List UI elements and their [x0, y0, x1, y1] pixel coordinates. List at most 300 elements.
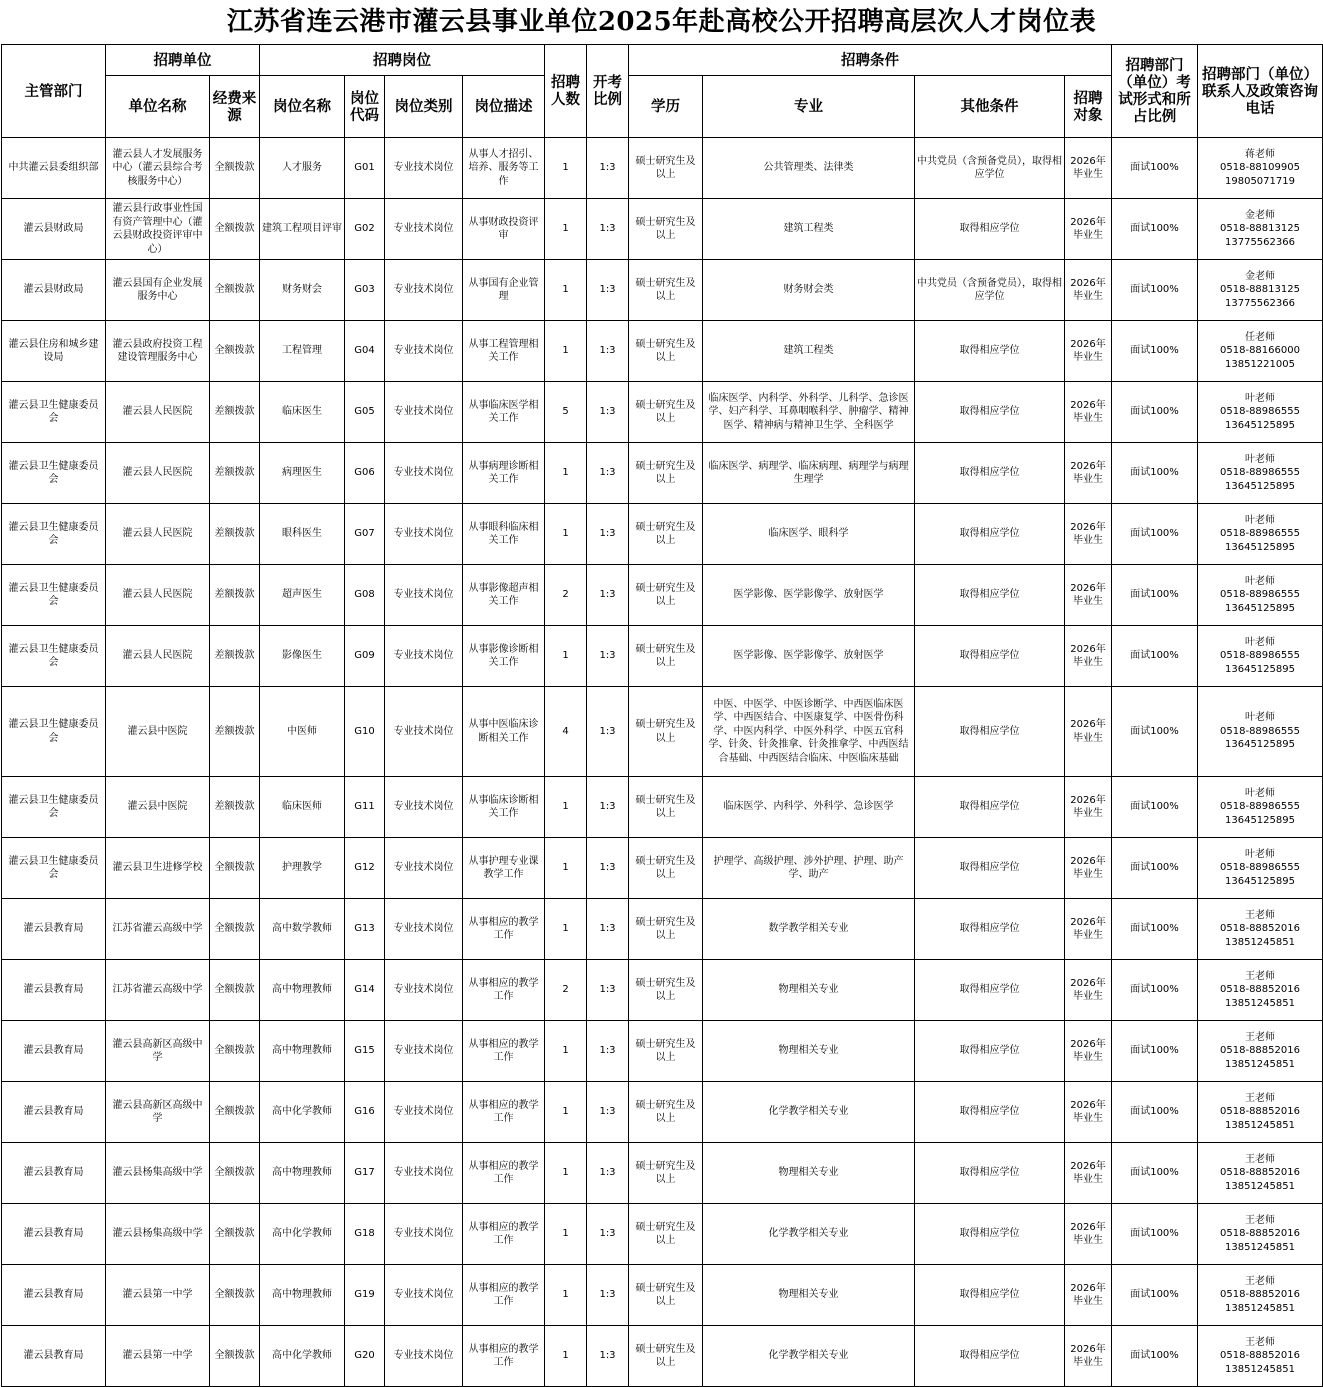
cell-exam: 面试100%: [1112, 321, 1198, 382]
cell-edu: 硕士研究生及以上: [629, 382, 703, 443]
cell-type: 专业技术岗位: [385, 1326, 463, 1387]
cell-count: 1: [545, 1021, 587, 1082]
table-row: [2, 443, 1323, 504]
cell-major: 化学教学相关专业: [703, 1082, 915, 1143]
cell-funding: 全额拨款: [210, 1082, 260, 1143]
cell-contact: [1198, 443, 1323, 504]
cell-count: 1: [545, 1143, 587, 1204]
cell-desc: 从事影像超声相关工作: [463, 565, 545, 626]
cell-contact: [1198, 687, 1323, 777]
cell-dept: 灌云县卫生健康委员会: [2, 838, 106, 899]
cell-other: 取得相应学位: [915, 626, 1065, 687]
contact-mobile: 13645125895: [1225, 419, 1295, 431]
cell-code: G02: [345, 199, 385, 260]
cell-unit: 灌云县中医院: [106, 777, 210, 838]
cell-type: 专业技术岗位: [385, 260, 463, 321]
cell-edu: 硕士研究生及以上: [629, 777, 703, 838]
header-exam: 招聘部门（单位）考试形式和所占比例: [1112, 45, 1198, 138]
cell-dept: 灌云县教育局: [2, 1143, 106, 1204]
cell-desc: 从事护理专业课教学工作: [463, 838, 545, 899]
table-row: [2, 626, 1323, 687]
cell-contact: [1198, 260, 1323, 321]
contact-mobile: 19805071719: [1225, 175, 1295, 187]
cell-target: 2026年毕业生: [1065, 1265, 1112, 1326]
cell-code: G11: [345, 777, 385, 838]
contact-phone: 0518-88813125: [1220, 223, 1300, 235]
cell-edu: 硕士研究生及以上: [629, 838, 703, 899]
cell-edu: 硕士研究生及以上: [629, 1326, 703, 1387]
table-row: [2, 899, 1323, 960]
contact-name: 叶老师: [1245, 392, 1275, 404]
cell-code: G09: [345, 626, 385, 687]
cell-other: 取得相应学位: [915, 199, 1065, 260]
cell-desc: 从事影像诊断相关工作: [463, 626, 545, 687]
contact-mobile: 13775562366: [1225, 297, 1295, 309]
cell-exam: 面试100%: [1112, 382, 1198, 443]
cell-major: 财务财会类: [703, 260, 915, 321]
cell-post: 高中化学教师: [260, 1204, 345, 1265]
cell-code: G08: [345, 565, 385, 626]
cell-count: 1: [545, 777, 587, 838]
contact-mobile: 13851245851: [1225, 1119, 1295, 1131]
cell-post: 高中物理教师: [260, 1021, 345, 1082]
cell-type: 专业技术岗位: [385, 1204, 463, 1265]
cell-desc: 从事中医临床诊断相关工作: [463, 687, 545, 777]
cell-exam: 面试100%: [1112, 777, 1198, 838]
cell-contact: [1198, 138, 1323, 199]
cell-unit: 灌云县杨集高级中学: [106, 1143, 210, 1204]
cell-target: 2026年毕业生: [1065, 1143, 1112, 1204]
cell-unit: 灌云县高新区高级中学: [106, 1021, 210, 1082]
cell-other: 取得相应学位: [915, 1082, 1065, 1143]
cell-target: 2026年毕业生: [1065, 260, 1112, 321]
header-post-desc: 岗位描述: [463, 76, 545, 138]
cell-type: 专业技术岗位: [385, 626, 463, 687]
cell-contact: [1198, 321, 1323, 382]
header-post-code: 岗位代码: [345, 76, 385, 138]
cell-code: G05: [345, 382, 385, 443]
cell-post: 财务财会: [260, 260, 345, 321]
cell-major: 临床医学、内科学、外科学、儿科学、急诊医学、妇产科学、耳鼻咽喉科学、肿瘤学、精神医学、精神病与精神卫生学、全科医学: [703, 382, 915, 443]
cell-exam: 面试100%: [1112, 138, 1198, 199]
cell-ratio: 1:3: [587, 565, 629, 626]
cell-target: 2026年毕业生: [1065, 626, 1112, 687]
contact-mobile: 13851245851: [1225, 1302, 1295, 1314]
contact-name: 王老师: [1245, 1031, 1275, 1043]
cell-target: 2026年毕业生: [1065, 199, 1112, 260]
cell-major: 物理相关专业: [703, 1021, 915, 1082]
cell-dept: 灌云县卫生健康委员会: [2, 777, 106, 838]
cell-contact: [1198, 382, 1323, 443]
cell-type: 专业技术岗位: [385, 777, 463, 838]
contact-name: 叶老师: [1245, 453, 1275, 465]
cell-count: 1: [545, 504, 587, 565]
cell-dept: 灌云县教育局: [2, 1021, 106, 1082]
table-row: [2, 321, 1323, 382]
cell-exam: 面试100%: [1112, 1265, 1198, 1326]
cell-exam: 面试100%: [1112, 260, 1198, 321]
cell-edu: 硕士研究生及以上: [629, 899, 703, 960]
cell-count: 1: [545, 1204, 587, 1265]
cell-unit: 灌云县人民医院: [106, 443, 210, 504]
cell-exam: 面试100%: [1112, 687, 1198, 777]
cell-unit: 灌云县杨集高级中学: [106, 1204, 210, 1265]
header-target: 招聘对象: [1065, 76, 1112, 138]
cell-other: 取得相应学位: [915, 777, 1065, 838]
cell-desc: 从事人才招引、培养、服务等工作: [463, 138, 545, 199]
cell-post: 高中化学教师: [260, 1326, 345, 1387]
cell-ratio: 1:3: [587, 321, 629, 382]
cell-other: 取得相应学位: [915, 443, 1065, 504]
cell-other: 中共党员（含预备党员），取得相应学位: [915, 138, 1065, 199]
cell-major: 医学影像、医学影像学、放射医学: [703, 565, 915, 626]
cell-target: 2026年毕业生: [1065, 382, 1112, 443]
contact-name: 王老师: [1245, 1153, 1275, 1165]
cell-count: 1: [545, 260, 587, 321]
cell-desc: 从事相应的教学工作: [463, 1082, 545, 1143]
cell-count: 1: [545, 199, 587, 260]
contact-name: 王老师: [1245, 970, 1275, 982]
table-row: [2, 1082, 1323, 1143]
cell-ratio: 1:3: [587, 1143, 629, 1204]
cell-dept: 灌云县卫生健康委员会: [2, 565, 106, 626]
cell-dept: 灌云县卫生健康委员会: [2, 504, 106, 565]
cell-target: 2026年毕业生: [1065, 1082, 1112, 1143]
cell-other: 取得相应学位: [915, 687, 1065, 777]
contact-name: 蒋老师: [1245, 148, 1275, 160]
contact-phone: 0518-88986555: [1220, 528, 1300, 540]
contact-name: 王老师: [1245, 909, 1275, 921]
cell-edu: 硕士研究生及以上: [629, 626, 703, 687]
cell-other: 取得相应学位: [915, 1143, 1065, 1204]
cell-count: 1: [545, 626, 587, 687]
cell-ratio: 1:3: [587, 777, 629, 838]
contact-phone: 0518-88986555: [1220, 406, 1300, 418]
cell-funding: 全额拨款: [210, 1326, 260, 1387]
contact-name: 王老师: [1245, 1336, 1275, 1348]
cell-exam: 面试100%: [1112, 1082, 1198, 1143]
cell-type: 专业技术岗位: [385, 1021, 463, 1082]
cell-contact: [1198, 899, 1323, 960]
cell-edu: 硕士研究生及以上: [629, 1021, 703, 1082]
cell-count: 4: [545, 687, 587, 777]
cell-major: 物理相关专业: [703, 960, 915, 1021]
cell-funding: 全额拨款: [210, 199, 260, 260]
cell-post: 高中物理教师: [260, 1143, 345, 1204]
cell-exam: 面试100%: [1112, 1021, 1198, 1082]
contact-phone: 0518-88852016: [1220, 1167, 1300, 1179]
contact-mobile: 13645125895: [1225, 480, 1295, 492]
cell-unit: 灌云县第一中学: [106, 1326, 210, 1387]
contact-phone: 0518-88986555: [1220, 467, 1300, 479]
cell-count: 2: [545, 565, 587, 626]
cell-target: 2026年毕业生: [1065, 565, 1112, 626]
cell-code: G12: [345, 838, 385, 899]
contact-phone: 0518-88852016: [1220, 1289, 1300, 1301]
cell-unit: 江苏省灌云高级中学: [106, 960, 210, 1021]
cell-target: 2026年毕业生: [1065, 960, 1112, 1021]
cell-edu: 硕士研究生及以上: [629, 1204, 703, 1265]
cell-desc: 从事国有企业管理: [463, 260, 545, 321]
cell-desc: 从事财政投资评审: [463, 199, 545, 260]
cell-major: 公共管理类、法律类: [703, 138, 915, 199]
cell-type: 专业技术岗位: [385, 504, 463, 565]
cell-edu: 硕士研究生及以上: [629, 565, 703, 626]
cell-ratio: 1:3: [587, 1021, 629, 1082]
cell-post: 影像医生: [260, 626, 345, 687]
cell-edu: 硕士研究生及以上: [629, 443, 703, 504]
cell-target: 2026年毕业生: [1065, 443, 1112, 504]
cell-desc: 从事病理诊断相关工作: [463, 443, 545, 504]
cell-dept: 灌云县教育局: [2, 1265, 106, 1326]
cell-funding: 全额拨款: [210, 838, 260, 899]
cell-code: G06: [345, 443, 385, 504]
contact-phone: 0518-88852016: [1220, 1106, 1300, 1118]
cell-exam: 面试100%: [1112, 1143, 1198, 1204]
contact-name: 叶老师: [1245, 514, 1275, 526]
contact-phone: 0518-88852016: [1220, 1350, 1300, 1362]
cell-unit: 灌云县人民医院: [106, 626, 210, 687]
cell-post: 病理医生: [260, 443, 345, 504]
cell-ratio: 1:3: [587, 899, 629, 960]
cell-major: 临床医学、眼科学: [703, 504, 915, 565]
contact-phone: 0518-88852016: [1220, 1045, 1300, 1057]
cell-count: 1: [545, 1082, 587, 1143]
table-row: [2, 960, 1323, 1021]
cell-type: 专业技术岗位: [385, 1143, 463, 1204]
cell-contact: [1198, 1143, 1323, 1204]
contact-name: 任老师: [1245, 331, 1275, 343]
cell-dept: 灌云县教育局: [2, 960, 106, 1021]
cell-contact: [1198, 504, 1323, 565]
header-post-name: 岗位名称: [260, 76, 345, 138]
cell-target: 2026年毕业生: [1065, 138, 1112, 199]
contact-phone: 0518-88986555: [1220, 589, 1300, 601]
cell-exam: 面试100%: [1112, 199, 1198, 260]
header-count: 招聘人数: [545, 45, 587, 138]
cell-exam: 面试100%: [1112, 838, 1198, 899]
cell-type: 专业技术岗位: [385, 960, 463, 1021]
cell-desc: 从事工程管理相关工作: [463, 321, 545, 382]
cell-unit: 灌云县国有企业发展服务中心: [106, 260, 210, 321]
cell-contact: [1198, 838, 1323, 899]
header-other: 其他条件: [915, 76, 1065, 138]
cell-funding: 全额拨款: [210, 138, 260, 199]
cell-post: 临床医师: [260, 777, 345, 838]
cell-contact: [1198, 565, 1323, 626]
cell-other: 取得相应学位: [915, 960, 1065, 1021]
cell-dept: 灌云县教育局: [2, 899, 106, 960]
cell-exam: 面试100%: [1112, 1204, 1198, 1265]
cell-ratio: 1:3: [587, 1082, 629, 1143]
contact-name: 金老师: [1245, 209, 1275, 221]
cell-ratio: 1:3: [587, 838, 629, 899]
cell-count: 1: [545, 443, 587, 504]
cell-edu: 硕士研究生及以上: [629, 1143, 703, 1204]
cell-contact: [1198, 1204, 1323, 1265]
cell-funding: 全额拨款: [210, 1143, 260, 1204]
cell-desc: 从事相应的教学工作: [463, 1326, 545, 1387]
contact-phone: 0518-88852016: [1220, 984, 1300, 996]
cell-unit: 灌云县人民医院: [106, 565, 210, 626]
table-row: [2, 382, 1323, 443]
cell-type: 专业技术岗位: [385, 565, 463, 626]
cell-contact: [1198, 777, 1323, 838]
cell-funding: 全额拨款: [210, 1204, 260, 1265]
cell-count: 1: [545, 321, 587, 382]
contact-mobile: 13645125895: [1225, 814, 1295, 826]
cell-other: 中共党员（含预备党员），取得相应学位: [915, 260, 1065, 321]
cell-unit: 灌云县卫生进修学校: [106, 838, 210, 899]
cell-funding: 全额拨款: [210, 260, 260, 321]
cell-ratio: 1:3: [587, 199, 629, 260]
cell-edu: 硕士研究生及以上: [629, 321, 703, 382]
contact-mobile: 13851245851: [1225, 1241, 1295, 1253]
cell-desc: 从事临床诊断相关工作: [463, 777, 545, 838]
cell-major: 护理学、高级护理、涉外护理、护理、助产学、助产: [703, 838, 915, 899]
table-row: [2, 199, 1323, 260]
cell-funding: 差额拨款: [210, 626, 260, 687]
positions-table: [1, 44, 1323, 1387]
cell-ratio: 1:3: [587, 626, 629, 687]
cell-contact: [1198, 960, 1323, 1021]
cell-type: 专业技术岗位: [385, 687, 463, 777]
contact-name: 王老师: [1245, 1275, 1275, 1287]
header-edu: 学历: [629, 76, 703, 138]
cell-target: 2026年毕业生: [1065, 1326, 1112, 1387]
table-row: [2, 1265, 1323, 1326]
cell-unit: 灌云县第一中学: [106, 1265, 210, 1326]
cell-dept: 灌云县卫生健康委员会: [2, 687, 106, 777]
cell-code: G19: [345, 1265, 385, 1326]
header-unit-group: 招聘单位: [106, 45, 260, 76]
cell-target: 2026年毕业生: [1065, 321, 1112, 382]
cell-target: 2026年毕业生: [1065, 504, 1112, 565]
cell-code: G16: [345, 1082, 385, 1143]
contact-mobile: 13851245851: [1225, 1363, 1295, 1375]
cell-post: 高中数学教师: [260, 899, 345, 960]
contact-mobile: 13851245851: [1225, 1180, 1295, 1192]
cell-major: 建筑工程类: [703, 321, 915, 382]
contact-mobile: 13851245851: [1225, 936, 1295, 948]
cell-type: 专业技术岗位: [385, 199, 463, 260]
cell-count: 1: [545, 838, 587, 899]
cell-post: 人才服务: [260, 138, 345, 199]
header-cond-group: 招聘条件: [629, 45, 1112, 76]
cell-code: G17: [345, 1143, 385, 1204]
cell-unit: 灌云县行政事业性国有资产管理中心（灌云县财政投资评审中心）: [106, 199, 210, 260]
contact-mobile: 13645125895: [1225, 602, 1295, 614]
table-row: [2, 260, 1323, 321]
cell-other: 取得相应学位: [915, 1021, 1065, 1082]
cell-count: 2: [545, 960, 587, 1021]
cell-post: 中医师: [260, 687, 345, 777]
cell-ratio: 1:3: [587, 382, 629, 443]
cell-ratio: 1:3: [587, 504, 629, 565]
cell-target: 2026年毕业生: [1065, 1204, 1112, 1265]
table-row: [2, 838, 1323, 899]
cell-code: G10: [345, 687, 385, 777]
contact-mobile: 13851245851: [1225, 1058, 1295, 1070]
cell-major: 化学教学相关专业: [703, 1204, 915, 1265]
cell-desc: 从事相应的教学工作: [463, 1265, 545, 1326]
table-row: [2, 1204, 1323, 1265]
cell-major: 临床医学、内科学、外科学、急诊医学: [703, 777, 915, 838]
header-post-type: 岗位类别: [385, 76, 463, 138]
cell-ratio: 1:3: [587, 1265, 629, 1326]
cell-funding: 全额拨款: [210, 1021, 260, 1082]
cell-unit: 灌云县人民医院: [106, 382, 210, 443]
cell-post: 护理教学: [260, 838, 345, 899]
cell-target: 2026年毕业生: [1065, 687, 1112, 777]
cell-other: 取得相应学位: [915, 838, 1065, 899]
cell-code: G20: [345, 1326, 385, 1387]
contact-phone: 0518-88986555: [1220, 725, 1300, 737]
cell-dept: 灌云县住房和城乡建设局: [2, 321, 106, 382]
cell-desc: 从事眼科临床相关工作: [463, 504, 545, 565]
cell-count: 1: [545, 899, 587, 960]
cell-target: 2026年毕业生: [1065, 777, 1112, 838]
cell-type: 专业技术岗位: [385, 443, 463, 504]
contact-phone: 0518-88109905: [1220, 162, 1300, 174]
cell-post: 超声医生: [260, 565, 345, 626]
contact-mobile: 13775562366: [1225, 236, 1295, 248]
cell-post: 眼科医生: [260, 504, 345, 565]
header-ratio: 开考比例: [587, 45, 629, 138]
cell-count: 5: [545, 382, 587, 443]
contact-mobile: 13645125895: [1225, 739, 1295, 751]
cell-desc: 从事相应的教学工作: [463, 960, 545, 1021]
cell-funding: 全额拨款: [210, 321, 260, 382]
contact-mobile: 13851221005: [1225, 358, 1295, 370]
contact-phone: 0518-88986555: [1220, 801, 1300, 813]
table-row: [2, 1326, 1323, 1387]
cell-code: G04: [345, 321, 385, 382]
cell-desc: 从事相应的教学工作: [463, 1143, 545, 1204]
cell-major: 物理相关专业: [703, 1265, 915, 1326]
cell-ratio: 1:3: [587, 443, 629, 504]
table-row: [2, 1143, 1323, 1204]
contact-phone: 0518-88166000: [1220, 345, 1300, 357]
cell-edu: 硕士研究生及以上: [629, 260, 703, 321]
cell-dept: 灌云县卫生健康委员会: [2, 382, 106, 443]
contact-phone: 0518-88986555: [1220, 650, 1300, 662]
page-title: 江苏省连云港市灌云县事业单位2025年赴高校公开招聘高层次人才岗位表: [226, 7, 1097, 37]
cell-unit: 江苏省灌云高级中学: [106, 899, 210, 960]
header-dept: 主管部门: [2, 45, 106, 138]
cell-ratio: 1:3: [587, 138, 629, 199]
cell-ratio: 1:3: [587, 1204, 629, 1265]
cell-type: 专业技术岗位: [385, 1082, 463, 1143]
cell-other: 取得相应学位: [915, 1204, 1065, 1265]
cell-type: 专业技术岗位: [385, 838, 463, 899]
cell-code: G13: [345, 899, 385, 960]
cell-post: 高中物理教师: [260, 1265, 345, 1326]
cell-desc: 从事相应的教学工作: [463, 1021, 545, 1082]
cell-dept: 中共灌云县委组织部: [2, 138, 106, 199]
contact-name: 叶老师: [1245, 848, 1275, 860]
cell-funding: 差额拨款: [210, 565, 260, 626]
cell-funding: 全额拨款: [210, 899, 260, 960]
cell-major: 中医、中医学、中医诊断学、中西医临床医学、中西医结合、中医康复学、中医骨伤科学、中医内科学、中医外科学、中医五官科学、针灸、针灸推拿、针灸推拿学、中西医结合基础、中西医结合临床、中医临床基础: [703, 687, 915, 777]
cell-target: 2026年毕业生: [1065, 838, 1112, 899]
cell-edu: 硕士研究生及以上: [629, 504, 703, 565]
cell-funding: 差额拨款: [210, 687, 260, 777]
cell-exam: 面试100%: [1112, 1326, 1198, 1387]
cell-exam: 面试100%: [1112, 504, 1198, 565]
contact-mobile: 13645125895: [1225, 875, 1295, 887]
cell-post: 建筑工程项目评审: [260, 199, 345, 260]
